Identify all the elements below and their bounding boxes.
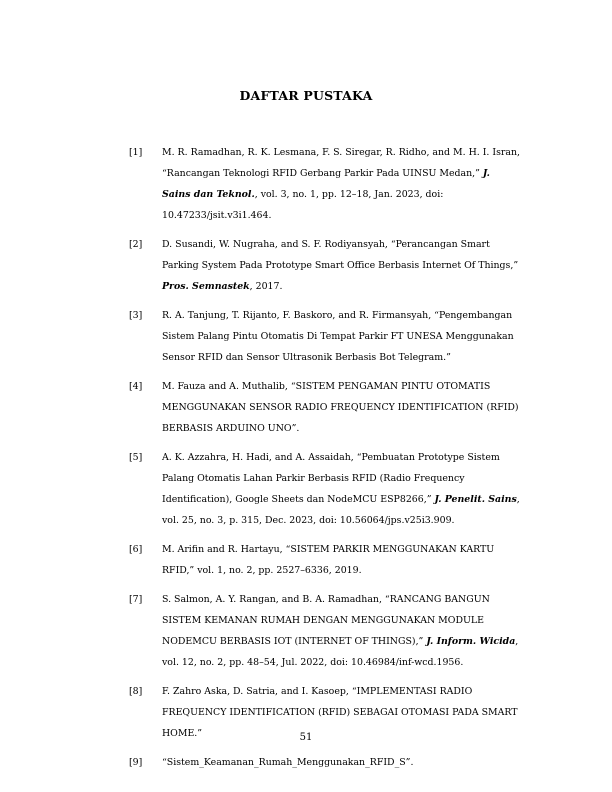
- reference-number: [8]: [129, 686, 143, 697]
- journal-name: J. Inform. Wicida: [426, 636, 516, 647]
- reference-text: M. Arifin and R. Hartayu, “SISTEM PARKIR MENGGUNAKAN KARTU RFID,” vol. 1, no. 2, pp. 2527–6336, 2019.: [162, 544, 498, 576]
- page-number: 51: [299, 732, 313, 743]
- reference-number: [5]: [129, 452, 143, 463]
- reference-item: [129, 305, 521, 368]
- reference-number: [6]: [129, 544, 143, 555]
- reference-text: M. Fauza and A. Muthalib, “SISTEM PENGAMAN PINTU OTOMATIS MENGGUNAKAN SENSOR RADIO FREQUENCY IDENTIFICATION (RFID) BERBASIS ARDUINO UNO”.: [162, 381, 522, 434]
- reference-item: [129, 447, 521, 531]
- reference-number: [2]: [129, 239, 143, 250]
- journal-name: Pros. Semnastek: [162, 281, 250, 292]
- reference-text: R. A. Tanjung, T. Rijanto, F. Baskoro, and R. Firmansyah, “Pengembangan Sistem Palang Pintu Otomatis Di Tempat Parkir FT UNESA Menggunakan Sensor RFID dan Sensor Ultrasonik Berbasis Bot Telegram.”: [162, 310, 517, 363]
- reference-text: S. Salmon, A. Y. Rangan, and B. A. Ramadhan, “RANCANG BANGUN SISTEM KEMANAN RUMAH DENGAN MENGGUNAKAN MODULE NODEMCU BERBASIS IOT (INTERNET OF THINGS),” J. Inform. Wicida, vol. 12, no. 2, pp. 48–54, Jul. 2022, doi: 10.46984/inf-wcd.1956.: [162, 594, 522, 668]
- reference-number: [7]: [129, 594, 143, 605]
- page-title: DAFTAR PUSTAKA: [239, 88, 373, 103]
- reference-item: [129, 539, 521, 581]
- reference-text: A. K. Azzahra, H. Hadi, and A. Assaidah, “Pembuatan Prototype Sistem Palang Otomatis Lahan Parkir Berbasis RFID (Radio Frequency Identification), Google Sheets dan NodeMCU ESP8266,” J. Penelit. Sains, vol. 25, no. 3, p. 315, Dec. 2023, doi: 10.56064/jps.v25i3.909.: [162, 452, 523, 526]
- reference-number: [4]: [129, 381, 143, 392]
- reference-list: [129, 142, 521, 773]
- reference-text: M. R. Ramadhan, R. K. Lesmana, F. S. Siregar, R. Ridho, and M. H. I. Isran, “Rancangan Teknologi RFID Gerbang Parkir Pada UINSU Medan,” J. Sains dan Teknol., vol. 3, no. 1, pp. 12–18, Jan. 2023, doi: 10.47233/jsit.v3i1.464.: [162, 147, 523, 221]
- reference-number: [9]: [129, 757, 143, 768]
- reference-item: [129, 142, 521, 226]
- reference-item: [129, 752, 521, 773]
- journal-name: J. Sains dan Teknol.: [162, 168, 494, 200]
- reference-number: [3]: [129, 310, 143, 321]
- reference-text: D. Susandi, W. Nugraha, and S. F. Rodiyansyah, “Perancangan Smart Parking System Pada Prototype Smart Office Berbasis Internet Of Things,” Pros. Semnastek, 2017.: [162, 239, 522, 292]
- reference-item: [129, 589, 521, 673]
- reference-item: [129, 234, 521, 297]
- reference-text: F. Zahro Aska, D. Satria, and I. Kasoep, “IMPLEMENTASI RADIO FREQUENCY IDENTIFICATION (RFID) SEBAGAI OTOMASI PADA SMART HOME.”: [162, 686, 521, 739]
- journal-name: J. Penelit. Sains: [434, 494, 517, 505]
- reference-item: [129, 376, 521, 439]
- reference-number: [1]: [129, 147, 143, 158]
- reference-text: “Sistem_Keamanan_Rumah_Menggunakan_RFID_S”.: [162, 757, 414, 768]
